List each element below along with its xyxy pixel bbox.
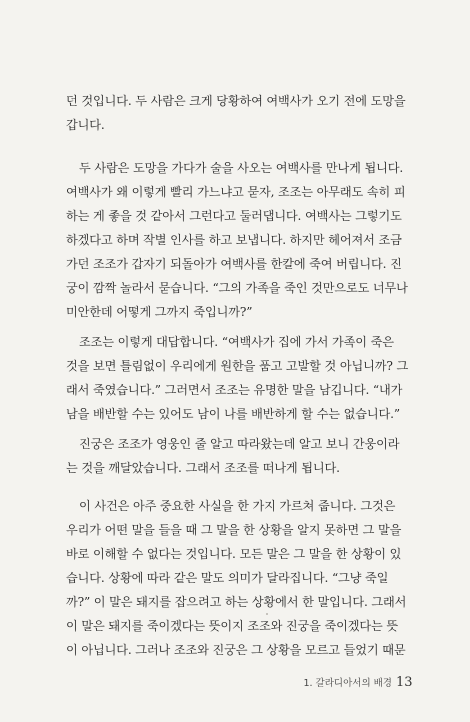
- paragraph-5-line-3: 바로 이해할 수 없다는 것입니다. 모든 말은 그 말을 한 상황이 있: [66, 547, 402, 561]
- paragraph-5-line-4: 습니다. 상황에 따라 같은 말도 의미가 달라집니다. “그냥 죽일: [66, 571, 389, 585]
- paragraph-2-line-3: 하는 게 좋을 것 같아서 그런다고 둘러댑니다. 여백사는 그렇기도: [66, 209, 402, 223]
- paragraph-3-line-2: 것을 보면 틀림없이 우리에게 원한을 품고 고발할 것 아닙니까? 그: [66, 359, 408, 373]
- paragraph-5-line-1: 이 사건은 아주 중요한 사실을 한 가지 가르쳐 줍니다. 그것은: [79, 499, 396, 513]
- paragraph-5-line-5: 까?” 이 말은 돼지를 잡으려고 하는 상황에서 한 말입니다. 그래서: [66, 595, 407, 609]
- paragraph-5-line-2: 우리가 어떤 말을 들을 때 그 말을 한 상황을 알지 못하면 그 말을: [66, 523, 402, 537]
- paragraph-4-line-1: 진궁은 조조가 영웅인 줄 알고 따라왔는데 알고 보니 간웅이라: [79, 437, 400, 451]
- paragraph-2-line-5: 가던 조조가 갑자기 되돌아가 여백사를 한칼에 죽여 버립니다. 진: [66, 257, 402, 271]
- paper-speck: [266, 613, 268, 615]
- paragraph-2-line-7: 미안한데 어떻게 그까지 죽입니까?”: [66, 305, 253, 319]
- running-footer-chapter-title: 1. 갈라디아서의 배경: [303, 678, 392, 689]
- paragraph-2-line-2: 여백사가 왜 이렇게 빨리 가느냐고 묻자, 조조는 아무래도 속히 피: [66, 185, 406, 199]
- paragraph-3-line-4: 남을 배반할 수는 있어도 남이 나를 배반하게 할 수는 없습니다.”: [66, 407, 400, 421]
- paragraph-2-line-6: 궁이 깜짝 놀라서 묻습니다. “그의 가족을 죽인 것만으로도 너무나: [66, 281, 408, 295]
- paragraph-5-line-6: 이 말은 돼지를 죽이겠다는 뜻이지 조조와 진궁을 죽이겠다는 뜻: [66, 619, 398, 633]
- page-number: 13: [396, 675, 413, 690]
- paragraph-4-line-2: 는 것을 깨달았습니다. 그래서 조조를 떠나게 됩니다.: [66, 461, 340, 475]
- paragraph-1-line-2: 갑니다.: [66, 118, 105, 132]
- paragraph-3-line-1: 조조는 이렇게 대답합니다. “여백사가 집에 가서 가족이 죽은: [79, 335, 394, 349]
- paragraph-2-line-4: 하겠다고 하며 작별 인사를 하고 보냅니다. 하지만 헤어져서 조금: [66, 233, 402, 247]
- paragraph-5-line-7: 이 아닙니다. 그러나 조조와 진궁은 그 상황을 모르고 들었기 때문: [66, 643, 406, 657]
- paragraph-1-line-1: 던 것입니다. 두 사람은 크게 당황하여 여백사가 오기 전에 도망을: [66, 94, 406, 108]
- paragraph-3-line-3: 래서 죽였습니다.” 그러면서 조조는 유명한 말을 남깁니다. “내가: [66, 383, 403, 397]
- paragraph-2-line-1: 두 사람은 도망을 가다가 술을 사오는 여백사를 만나게 됩니다.: [79, 161, 404, 175]
